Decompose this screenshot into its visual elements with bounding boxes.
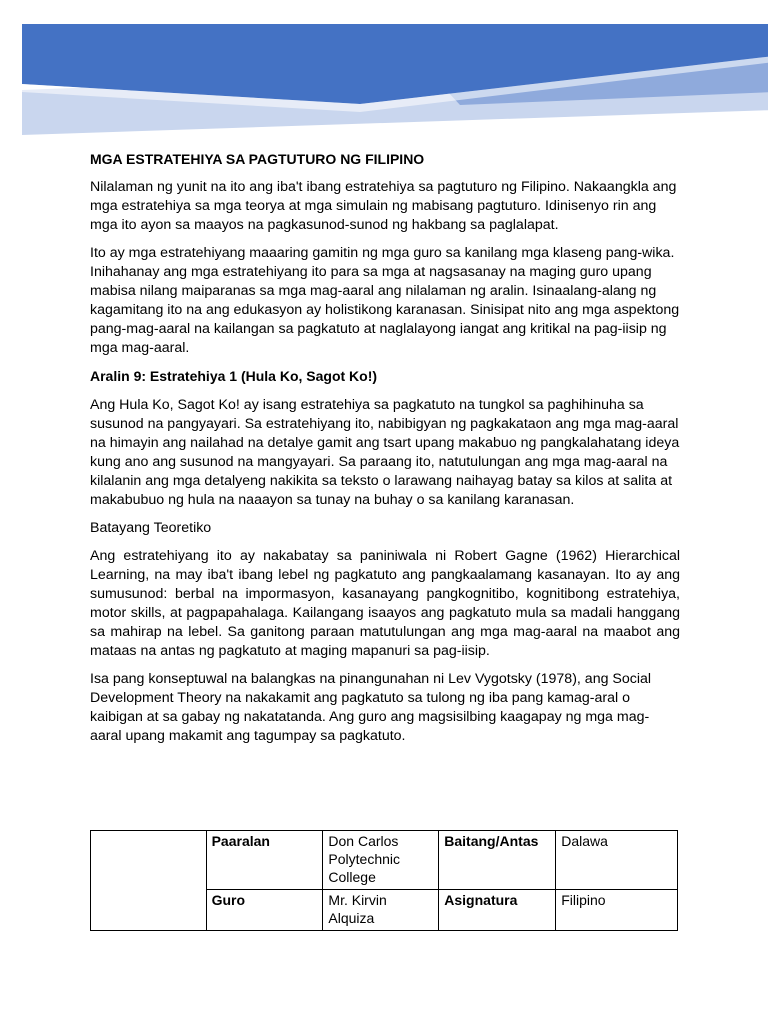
paragraph-vygotsky: Isa pang konseptuwal na balangkas na pinangunahan ni Lev Vygotsky (1978), ang Social Development Theory na nakakamit ang pagkatuto sa tulong ng iba pang kamag-aral o kaibigan at sa gabay ng nakatatanda. Ang guro ang magsisilbing kaagapay ng mga mag-aaral upang makamit ang tagumpay sa pagkatuto. <box>90 671 652 744</box>
baitang-value: Dalawa <box>556 831 678 890</box>
lesson-heading: Aralin 9: Estratehiya 1 (Hula Ko, Sagot Ko!) <box>90 368 378 384</box>
paragraph-gagne: Ang estratehiyang ito ay nakabatay sa paniniwala ni Robert Gagne (1962) Hierarchical Learning, na may iba't ibang lebel ng pagkatuto ang pangkaalamang kasanayan. Ito ay ang sumusunod: berbal na impormasyon, kasanayang pangkognitibo, kognitibong estratehiya, motor skills, at pagpapahalaga. Kailangang isaayos ang pagkatuto mula sa madali hanggang sa mahirap na lebel. Sa ganitong paraan matutulungan ang mga mag-aaral na maabot ang mataas na antas ng pagkatuto at maging mapanuri sa pag-iisip. <box>90 548 680 659</box>
header-banner <box>0 0 768 150</box>
document-body <box>90 150 680 755</box>
paaralan-value: Don Carlos Polytechnic College <box>323 831 439 890</box>
asignatura-label: Asignatura <box>439 890 556 931</box>
table-row <box>91 831 678 890</box>
guro-value: Mr. Kirvin Alquiza <box>323 890 439 931</box>
page-title: MGA ESTRATEHIYA SA PAGTUTURO NG FILIPINO <box>90 151 425 167</box>
paragraph-hula-ko: Ang Hula Ko, Sagot Ko! ay isang estratehiya sa pagkatuto na tungkol sa paghihinuha sa susunod na pangyayari. Sa estratehiyang ito, nabibigyan ng pagkakataon ang mga mag-aaral na himayin ang nailahad na detalye gamit ang tsart upang makabuo ng pangkalahatang ideya kung ano ang susunod na mangyayari. Sa paraang ito, natutulungan ang mga mag-aaral na kilalanin ang mga detalyeng nakikita sa teksto o larawang naihayag batay sa kilos at salita at makabubuo ng hula na naaayon sa tunay na buhay o sa kanilang karanasan. <box>90 397 680 508</box>
table-cell-empty <box>91 831 207 931</box>
section-subheading: Batayang Teoretiko <box>90 520 212 536</box>
guro-label: Guro <box>206 890 323 931</box>
paragraph-strategies: Ito ay mga estratehiyang maaaring gamitin ng mga guro sa kanilang mga klaseng pang-wika. Inihahanay ang mga estratehiyang ito para sa mga at nagsasanay na maging guro upang mabisa nilang maiparanas sa mga mag-aaral ang nilalaman ng aralin. Isinaalang-alang ng kagamitang ito na ang edukasyon ay holistikong karanasan. Sinisipat nito ang mga aspektong pang-mag-aaral na kailangan sa pagkatuto at naglalayong iangat ang kritikal na pag-iisip ng mga mag-aaral. <box>90 245 680 356</box>
paaralan-label: Paaralan <box>206 831 323 890</box>
lesson-info-table <box>90 830 678 931</box>
baitang-label: Baitang/Antas <box>439 831 556 890</box>
paragraph-intro: Nilalaman ng yunit na ito ang iba't ibang estratehiya sa pagtuturo ng Filipino. Nakaangkla ang mga estratehiya sa mga teorya at mga simulain ng mabisang pagtuturo. Idinisenyo rin ang mga ito ayon sa maayos na pagkasunod-sunod ng hakbang sa paglalapat. <box>90 179 677 233</box>
asignatura-value: Filipino <box>556 890 678 931</box>
